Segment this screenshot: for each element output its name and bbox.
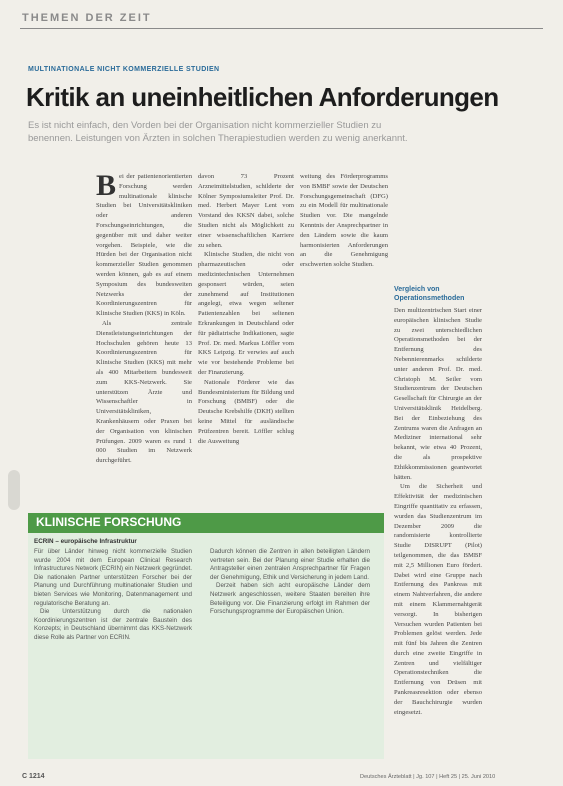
journal-citation: Deutsches Ärzteblatt | Jg. 107 | Heft 25 | 25. Juni 2010 bbox=[360, 774, 496, 780]
body-paragraph: Klinische Studien, die nicht von pharmazeutischen oder medizintechnischen Unternehmen gesponsert würden, seien zunehmend auf Institutionen angelegt, etwa wegen seltener Patientenzahlen bei seltenen Erkrankungen in Deutschland oder für pädiatrische Indikationen, sagte Prof. Dr. med. Markus Löffler vom KKS Leipzig. Er verwies auf auch wie vor bestehende Probleme bei der Finanzierung. bbox=[198, 251, 294, 376]
box-paragraph: Dadurch können die Zentren in allen beteiligten Ländern vertreten sein. Bei der Planung einer Studie erhalten die Antragsteller einen zentralen Ansprechpartner für Fragen der Genehmigung, Ethik und Versicherung in jedem Land. bbox=[210, 548, 370, 581]
body-column-4 bbox=[394, 306, 482, 756]
article-headline: Kritik an uneinheitlichen Anforderungen bbox=[26, 82, 499, 112]
body-paragraph: davon 73 Prozent Arzneimittelstudien, schilderte der Kölner Symposiumsleiter Prof. Dr. med. Herbert Mayer Lent vom Vorstand des KKSN dabei, solche Studien nicht als Möglichkeit zu einer wissenschaftlichen Karriere zu sehen. bbox=[198, 173, 294, 249]
subheading: Vergleich von Operationsmethoden bbox=[394, 286, 465, 302]
info-box-column-1 bbox=[34, 548, 192, 756]
body-paragraph: Um die Sicherheit und Effektivität der medizinischen Eingriffe quantitativ zu erfassen, wurden das Studienzentrum im Dezember 2009 die randomisierte kontrollierte Studie DISRUPT (Pilot) teilgenommen, die das BMBF mit 2,5 Millionen Euro fördert. Dabei wird eine Gruppe nach Entfernung des Pankreas mit einem Nahtverfahren, die andere mit einem Klammernahtgerät versorgt. In bisherigen Versuchen wurden Patienten bei Problemen gelöst werden. Jede mit fünf bis Jahren die Zentren durch eine zweite Eingriffe in Zentren und vielfältiger Operationstechniken die Entfernung von Drüsen mit Pankreasresektion oder ebenso der Bauchchirurgie wurden eingesetzt. bbox=[394, 483, 482, 716]
header-rule bbox=[20, 28, 543, 29]
article-kicker: MULTINATIONALE NICHT KOMMERZIELLE STUDIEN bbox=[28, 66, 220, 73]
page-number: C 1214 bbox=[22, 773, 45, 780]
body-column-3 bbox=[300, 172, 388, 472]
body-paragraph: Als zentrale Dienstleistungseinrichtungen der Hochschulen gehören heute 13 Koordinierungszentren für Klinische Studien (KKS) mit mehr als 400 Mitarbeitern bundesweit zum KKS-Netzwerk. Sie unterstützen Ärzte und Wissenschaftler in Universitätskliniken, Krankenhäusern oder Praxen bei der Organisation von klinischen Prüfungen. 2009 waren es rund 1 000 Studien im Netzwerk durchgeführt. bbox=[96, 319, 192, 465]
body-column-1 bbox=[96, 172, 192, 472]
body-paragraph: weitung des Förderprogramms von BMBF sowie der Deutschen Forschungsgemeinschaft (DFG) zu ein Modell für multinationale Studien vor. Die mangelnde Kenntnis der Ansprechpartner in den Ländern sowie die kaum harmonisierten Anforderungen an die Genehmigung erschwerten solche Studien. bbox=[300, 173, 388, 269]
body-paragraph: Bei der patientenorientierten Forschung werden multinationale klinische Studien bei Universitätskliniken oder anderen Forschungseinrichtungen, die gegenüber mit und daher weiter vorgehen. Beispiele, wie die Hürden bei der Organisation nicht kommerzieller Studien genommen werden können, gab es auf einem Symposium des bundesweiten Netzwerks der Koordinierungszentren für Klinische Studien (KKS) in Köln. bbox=[96, 172, 192, 318]
box-paragraph: Derzeit haben sich acht europäische Länder dem Netzwerk angeschlossen, weitere Staaten bereiten ihre Beteiligung vor. Die Finanzierung erfolgt im Rahmen der Forschungsprogramme der Europäischen Union. bbox=[210, 582, 370, 616]
box-paragraph: Für über Länder hinweg nicht kommerzielle Studien wurde 2004 mit dem European Clinical Research Infrastructures Network (ECRIN) ein Netzwerk gegründet. Die nationalen Partner unterstützen Forscher bei der Planung und Durchführung multinationaler Studien und bieten Services wie Monitoring, Datenmanagement und regulatorische Beratung an. bbox=[34, 548, 192, 607]
info-box-column-2 bbox=[210, 548, 370, 756]
section-label: THEMEN DER ZEIT bbox=[22, 12, 152, 24]
scan-artifact bbox=[8, 470, 20, 510]
info-box-title: KLINISCHE FORSCHUNG bbox=[36, 515, 182, 529]
info-box-subtitle: ECRIN – europäische Infrastruktur bbox=[34, 538, 137, 545]
body-paragraph: Nationale Förderer wie das Bundesministerium für Bildung und Forschung (BMBF) oder die Deutsche Krebshilfe (DKH) stellten keine Mittel für ausländische Prüfzentren bereit. Löffler schlug die Ausweitung bbox=[198, 378, 294, 445]
body-column-2 bbox=[198, 172, 294, 472]
box-paragraph: Die Unterstützung durch die nationalen Koordinierungszentren ist der zentrale Baustein des Konzepts; in Deutschland übernimmt das KKS-Netzwerk diese Rolle als Partner von ECRIN. bbox=[34, 608, 192, 641]
article-lede: Es ist nicht einfach, den Vorden bei der Organisation nicht kommerzieller Studien zu benennen. Leistungen von Ärzten in solchen Therapiestudien werden zu wenig anerkannt. bbox=[28, 120, 408, 144]
drop-cap: B bbox=[96, 172, 117, 202]
body-paragraph: Den multizentrischen Start einer europäischen klinischen Studie zu zwei unterschiedlichen Operationsmethoden bei der Entfernung des Nebennierenmarks schilderte unter anderen Prof. Dr. med. Christoph M. Seiler vom Studienzentrum der Deutschen Gesellschaft für Chirurgie an der Universitätsklinik Heidelberg. Bei der Einbeziehung des Zentrums waren die Anfragen an Mediziner international sehr bekannt, wie etwa 40 Prozent, die als prospektive Ethikkommissionen geantwortet hätten. bbox=[394, 307, 482, 481]
